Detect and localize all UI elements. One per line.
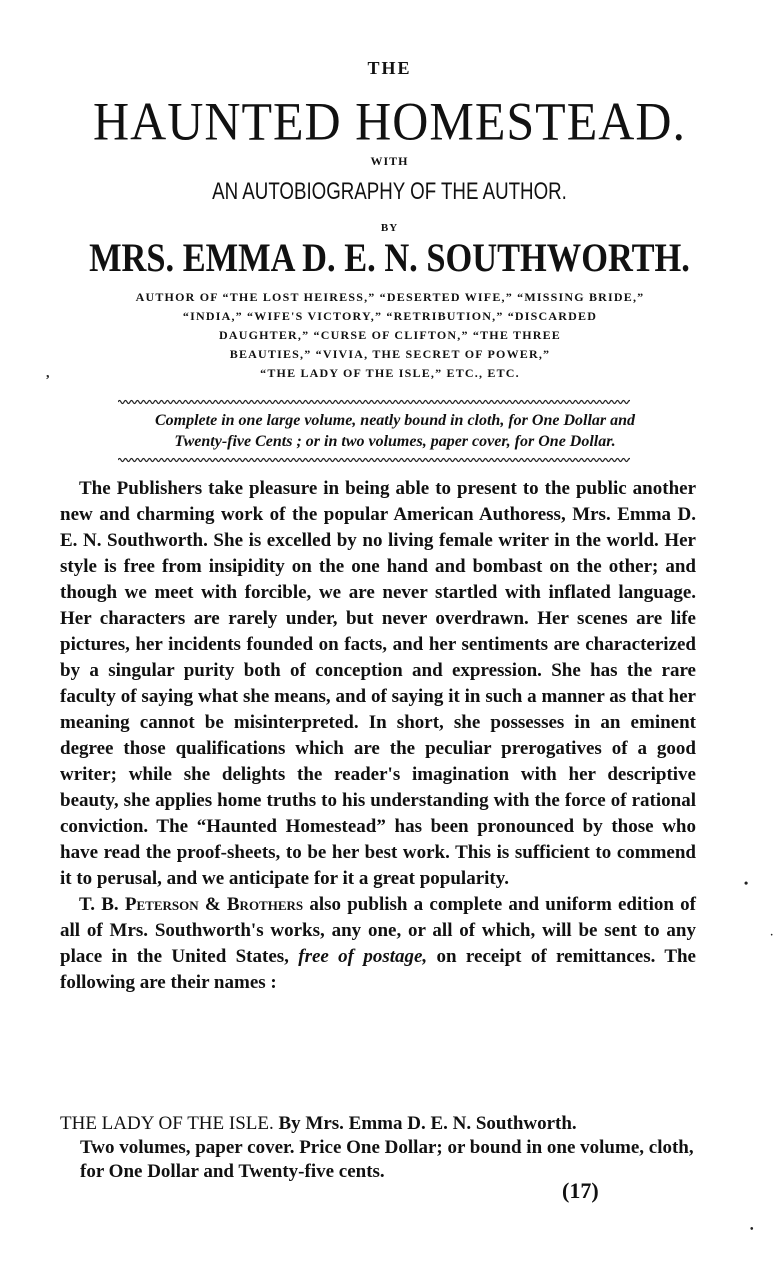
book-subtitle: AN AUTOBIOGRAPHY OF THE AUTHOR. [212,178,567,205]
book-list-entry [60,1112,698,1184]
title-article: THE [367,58,412,78]
paragraph-text: also publish a complete and uniform edition of all of Mrs. Southworth's works, any one, or all of which, will be sent to any place in the United States, [60,894,696,967]
margin-mark: · [770,930,774,941]
publisher-notice [60,476,696,996]
credits-line: BEAUTIES,” “VIVIA, THE SECRET OF POWER,” [229,347,551,361]
book-title: HAUNTED HOMESTEAD. [93,90,686,152]
entry-title: THE LADY OF THE ISLE. [60,1113,274,1134]
notice-paragraph: The Publishers take pleasure in being able to present to the public another new and charming work of the popular American Authoress, Mrs. Emma D. E. N. Southworth. She is excelled by no living female writer in the world. Her style is free from insipidity on the one hand and bombast on the other; and though we meet with forcible, we are never startled with inflated language. Her characters are rarely under, but never overdrawn. Her scenes are life pictures, her incidents founded on facts, and her sentiments are characterized by a singular purity both of conception and expression. She has the rare faculty of saying what she means, and of saying it in such a manner as that her meaning cannot be misinterpreted. In short, she possesses in an eminent degree those qualifications which are the peculiar prerogatives of a good writer; while she delights the reader's imagination with her descriptive beauty, she applies home truths to his understanding with the force of rational conviction. The “Haunted Homestead” has been pronounced by those who have read the proof-sheets, to be her best work. This is sufficient to commend it to perusal, and we anticipate for it a great popularity. [60,478,696,889]
entry-description: Two volumes, paper cover. Price One Dollar; or bound in one volume, cloth, for One Dollar and Twenty-five cents. [80,1137,694,1182]
margin-mark: • [744,876,749,890]
author-credits [60,288,720,383]
with-label: WITH [370,154,409,168]
wavy-rule-top [118,398,630,406]
publisher-name: T. B. Peterson & Brothers [79,894,304,915]
paragraph-text: on receipt of remittances. The following are their names : [60,946,696,993]
entry-author: By Mrs. Emma D. E. N. Southworth. [273,1113,577,1134]
by-label: BY [380,222,399,234]
credits-line: “THE LADY OF THE ISLE,” ETC., ETC. [260,366,520,380]
credits-line: AUTHOR OF “THE LOST HEIRESS,” “DESERTED WIFE,” “MISSING BRIDE,” [135,290,645,304]
page-number: (17) [562,1178,599,1203]
free-postage-text: free of postage, [298,946,428,967]
notice-paragraph-2 [60,892,696,996]
author-name: MRS. EMMA D. E. N. SOUTHWORTH. [89,235,690,280]
credits-line: DAUGHTER,” “CURSE OF CLIFTON,” “THE THREE [218,328,562,342]
price-note [55,410,735,452]
entry-heading-line [60,1112,698,1136]
price-line: Twenty-five Cents ; or in two volumes, paper cover, for One Dollar. [174,433,616,450]
margin-mark: , [46,366,50,381]
wavy-rule-bottom [118,456,630,464]
credits-line: “INDIA,” “WIFE'S VICTORY,” “RETRIBUTION,” “DISCARDED [182,309,598,323]
margin-mark: • [750,1224,754,1235]
price-line: Complete in one large volume, neatly bound in cloth, for One Dollar and [154,412,636,429]
